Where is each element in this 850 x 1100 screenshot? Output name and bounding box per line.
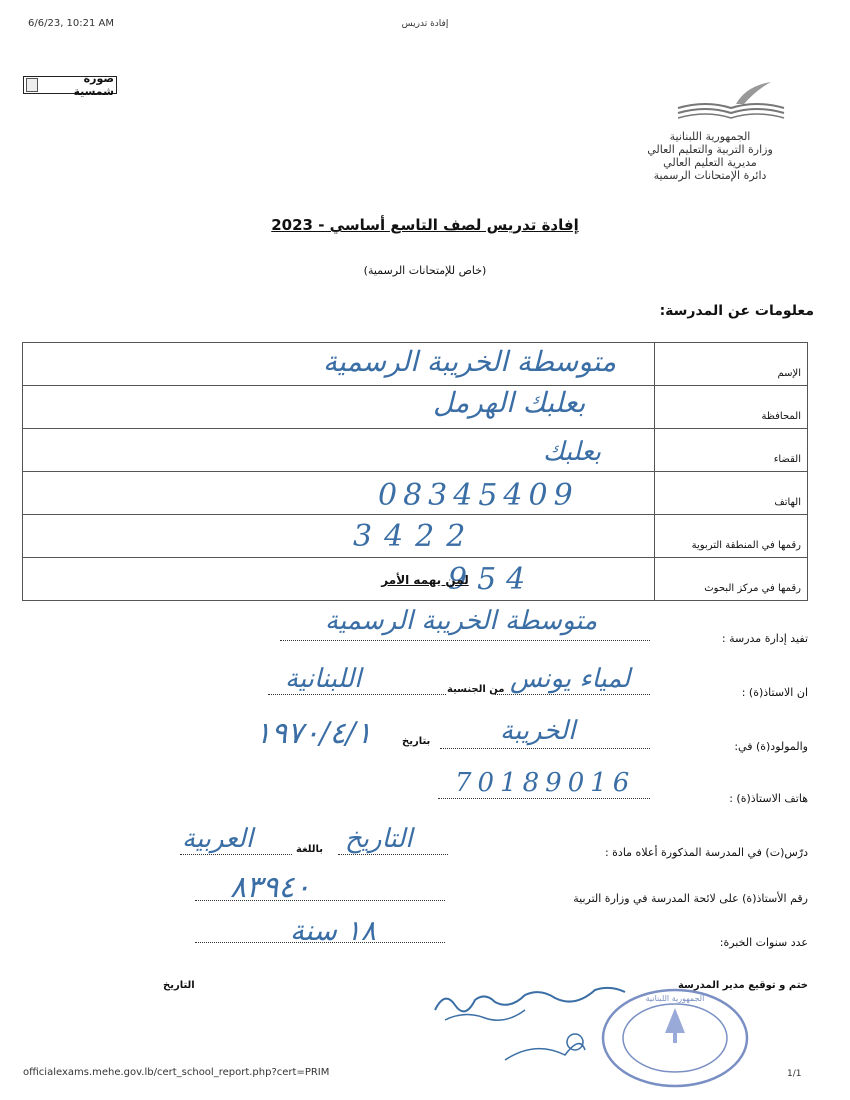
to-whom-heading: لمن يهمه الأمر (381, 573, 469, 587)
school-admin-handwritten: متوسطة الخريبة الرسمية (325, 606, 598, 636)
row-label: القضاء (655, 429, 808, 472)
nationality-label: من الجنسية (447, 684, 505, 695)
row-value (23, 343, 655, 386)
born-in-handwritten: الخريبة (500, 716, 576, 746)
teacher-phone-handwritten: 70189016 (455, 768, 636, 798)
research-number-handwritten: 954 (448, 562, 536, 597)
document-title: إفادة تدريس لصف التاسع أساسي - 2023 (271, 216, 579, 234)
language-dotted-line (180, 854, 292, 855)
date-field-label: التاريخ (163, 980, 195, 991)
document-subtitle: (خاص للإمتحانات الرسمية) (363, 264, 487, 277)
row-value (23, 515, 655, 558)
row-label: رقمها في المنطقة التربوية (655, 515, 808, 558)
table-row (23, 386, 808, 429)
ministry-number-label: رقم الأستاذ(ة) على لائحة المدرسة في وزارة التربية (573, 892, 808, 905)
teacher-name-dotted-line (495, 694, 650, 695)
ministry-book-logo-icon (676, 80, 786, 120)
teacher-label: ان الاستاذ(ة) : (741, 686, 808, 699)
table-row (23, 343, 808, 386)
row-value (23, 472, 655, 515)
experience-label: عدد سنوات الخبرة: (719, 936, 808, 949)
row-label: المحافظة (655, 386, 808, 429)
row-value (23, 386, 655, 429)
nationality-dotted-line (268, 694, 446, 695)
school-name-handwritten: متوسطة الخريبة الرسمية (323, 345, 617, 378)
school-admin-dotted-line (280, 640, 650, 641)
teacher-phone-label: هاتف الاستاذ(ة) : (729, 792, 808, 805)
row-label: رقمها في مركز البحوث (655, 558, 808, 601)
stamp-text: الجمهورية اللبنانية (645, 994, 705, 1003)
table-row (23, 472, 808, 515)
school-info-table (22, 342, 808, 601)
footer-url: officialexams.mehe.gov.lb/cert_school_report.php?cert=PRIM (23, 1067, 330, 1078)
birth-date-handwritten: ١٩٧٠/٤/١ (255, 716, 372, 751)
subject-handwritten: التاريخ (345, 824, 413, 854)
born-in-dotted-line (440, 748, 650, 749)
photo-placeholder (23, 72, 117, 98)
subject-label: درّس(ت) في المدرسة المذكورة أعلاه مادة : (604, 846, 808, 859)
row-label: الإسم (655, 343, 808, 386)
broken-image-icon (26, 78, 38, 92)
language-label: باللغة (296, 844, 324, 855)
experience-handwritten: ١٨ سنة (290, 914, 376, 947)
subject-dotted-line (338, 854, 448, 855)
nationality-handwritten: اللبنانية (285, 664, 362, 694)
language-handwritten: العربية (182, 824, 254, 854)
ministry-line: وزارة التربية والتعليم العالي (647, 143, 773, 156)
born-in-label: والمولود(ة) في: (734, 740, 808, 753)
row-label: الهاتف (655, 472, 808, 515)
governorate-handwritten: بعلبك الهرمل (433, 386, 586, 419)
district-handwritten: بعلبك (543, 437, 602, 467)
photo-label: صورة شمسية (73, 72, 114, 98)
table-row (23, 515, 808, 558)
page-number: 1/1 (787, 1069, 802, 1079)
birth-date-label: بتاريخ (402, 736, 431, 747)
director-stamp-label: ختم و توقيع مدير المدرسة (677, 980, 808, 991)
school-stamp (590, 978, 760, 1088)
phone-handwritten: 08345409 (378, 478, 579, 513)
ministry-number-handwritten: ٨٣٩٤٠ (230, 870, 311, 905)
school-admin-label: تفيد إدارة مدرسة : (721, 632, 808, 645)
regional-number-handwritten: 3422 (353, 519, 478, 554)
table-row (23, 429, 808, 472)
school-info-heading: معلومات عن المدرسة: (659, 303, 814, 319)
ministry-header (610, 130, 810, 182)
print-title: إفادة تدريس (401, 19, 449, 29)
print-datetime: 6/6/23, 10:21 AM (28, 18, 115, 29)
ministry-line: الجمهورية اللبنانية (669, 130, 751, 143)
ministry-line: دائرة الإمتحانات الرسمية (653, 169, 767, 182)
row-value (23, 429, 655, 472)
ministry-line: مديرية التعليم العالي (663, 156, 757, 169)
teacher-phone-dotted-line (438, 798, 650, 799)
teacher-name-handwritten: لمياء يونس (510, 664, 631, 694)
